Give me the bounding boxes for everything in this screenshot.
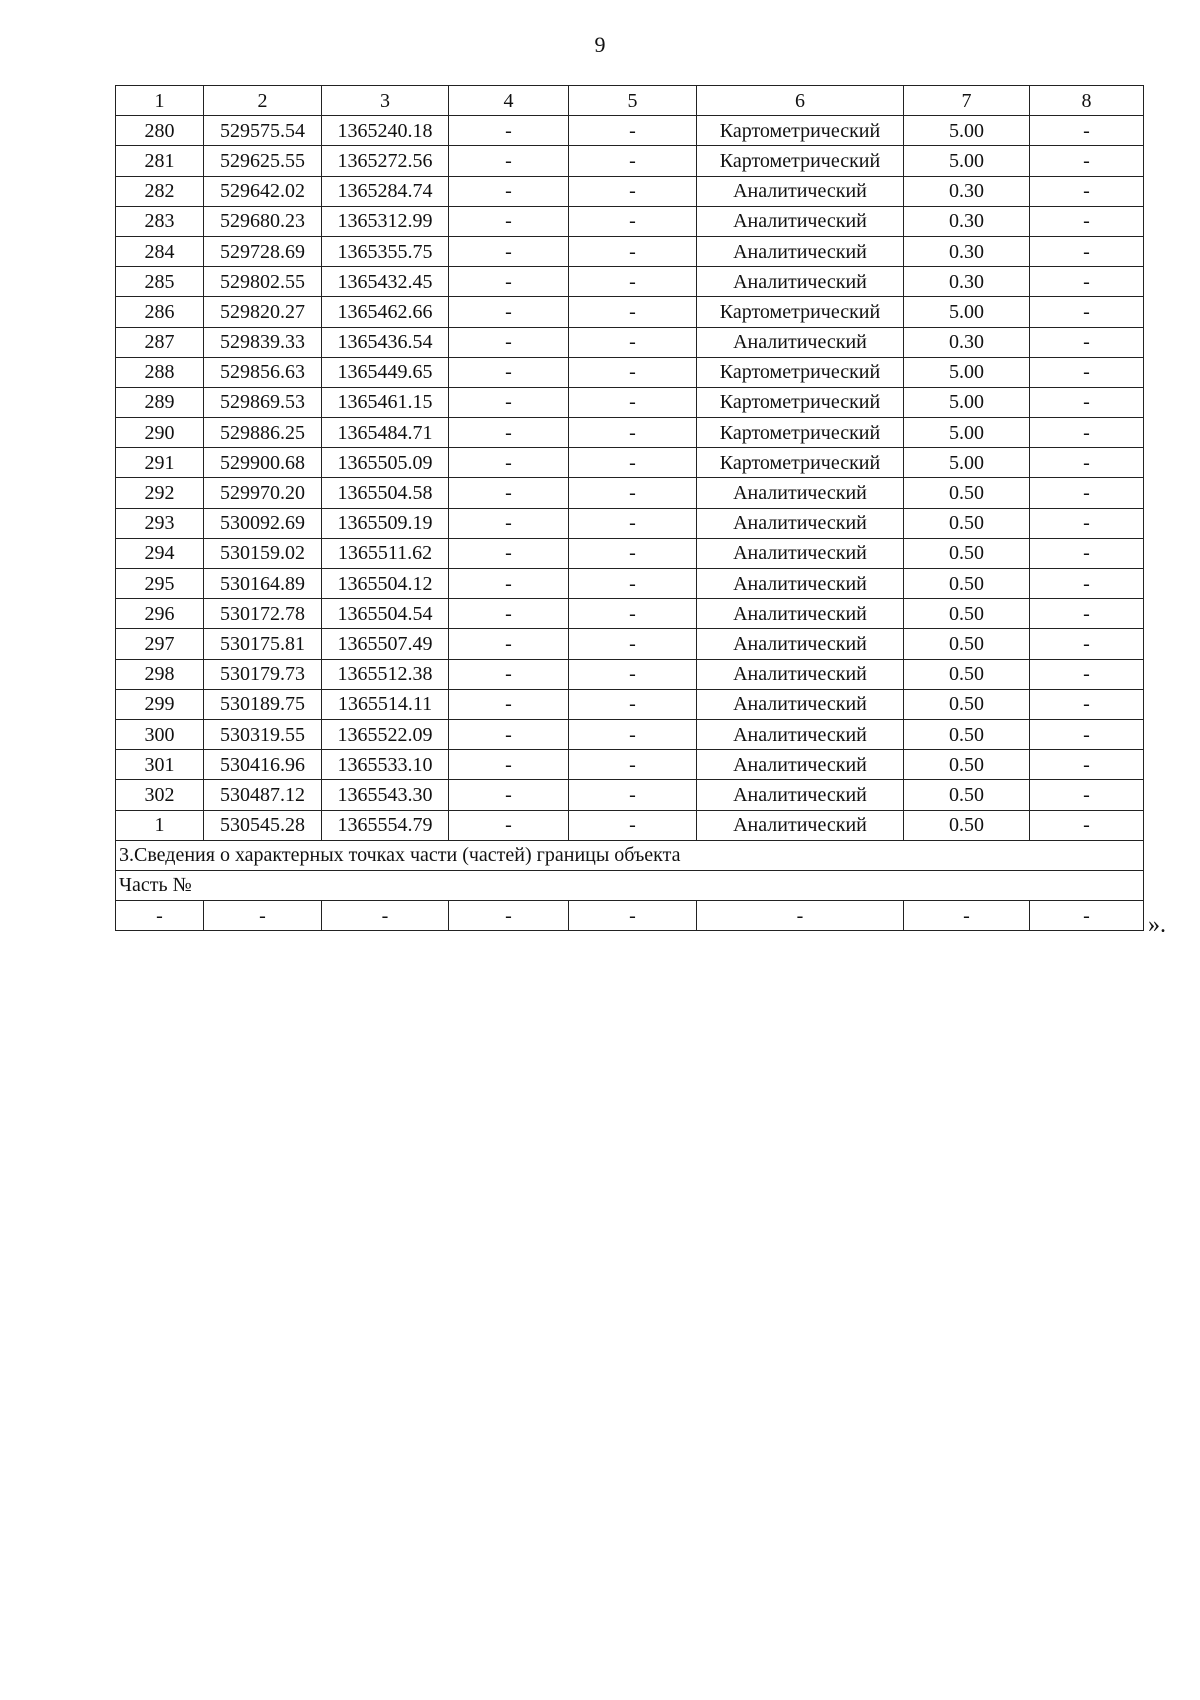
table-cell: 529680.23 [204,206,322,236]
table-row [116,418,1144,448]
table-cell: - [569,478,697,508]
table-cell: 284 [116,236,204,266]
table-cell: - [449,478,569,508]
table-cell: 295 [116,569,204,599]
table-cell: 529625.55 [204,146,322,176]
table-cell: 286 [116,297,204,327]
table-cell: 530175.81 [204,629,322,659]
table-cell: 0.30 [904,176,1030,206]
table-cell: - [322,901,449,931]
column-header: 8 [1030,86,1144,116]
table-row [116,719,1144,749]
table-cell: 0.50 [904,750,1030,780]
table-cell: 529970.20 [204,478,322,508]
table-cell: - [116,901,204,931]
table-cell: 530092.69 [204,508,322,538]
table-cell: 529869.53 [204,387,322,417]
table-cell: - [1030,810,1144,840]
table-cell: Аналитический [697,659,904,689]
table-cell: 282 [116,176,204,206]
table-cell: 1 [116,810,204,840]
section-title: 3.Сведения о характерных точках части (частей) границы объекта [116,840,1144,870]
table-cell: - [569,629,697,659]
table-cell: Аналитический [697,599,904,629]
table-cell: 530159.02 [204,538,322,568]
table-cell: - [569,297,697,327]
table-cell: 0.50 [904,478,1030,508]
table-row [116,297,1144,327]
table-cell: Аналитический [697,236,904,266]
column-header: 2 [204,86,322,116]
table-cell: - [449,236,569,266]
table-cell: - [204,901,322,931]
column-header: 5 [569,86,697,116]
table-cell: 280 [116,116,204,146]
table-cell: - [1030,116,1144,146]
column-header: 3 [322,86,449,116]
table-cell: 5.00 [904,116,1030,146]
table-row [116,478,1144,508]
table-cell: - [569,418,697,448]
table-cell: - [449,689,569,719]
table-header-row [116,86,1144,116]
table-cell: Картометрический [697,357,904,387]
table-row [116,146,1144,176]
table-cell: 1365484.71 [322,418,449,448]
table-cell: 294 [116,538,204,568]
table-cell: - [449,297,569,327]
table-cell: 529856.63 [204,357,322,387]
table-footer [116,840,1144,931]
table-cell: 530189.75 [204,689,322,719]
table-cell: - [1030,629,1144,659]
table-cell: - [1030,569,1144,599]
table-cell: - [569,599,697,629]
table-cell: 1365240.18 [322,116,449,146]
table-cell: 529839.33 [204,327,322,357]
table-cell: 529642.02 [204,176,322,206]
table-cell: 301 [116,750,204,780]
table-cell: 285 [116,267,204,297]
table-cell: 293 [116,508,204,538]
table-row [116,206,1144,236]
table-row [116,750,1144,780]
table-cell: - [569,780,697,810]
table-cell: 1365355.75 [322,236,449,266]
column-header: 7 [904,86,1030,116]
table-row [116,236,1144,266]
table-row [116,357,1144,387]
table-cell: - [1030,719,1144,749]
table-cell: - [569,357,697,387]
table-row [116,780,1144,810]
table-cell: 5.00 [904,448,1030,478]
table-cell: 529802.55 [204,267,322,297]
table-cell: 287 [116,327,204,357]
table-cell: 281 [116,146,204,176]
table-cell: 0.50 [904,659,1030,689]
table-cell: 530319.55 [204,719,322,749]
table-cell: 0.50 [904,508,1030,538]
table-cell: Аналитический [697,719,904,749]
table-cell: 0.50 [904,569,1030,599]
table-cell: 530416.96 [204,750,322,780]
table-row [116,599,1144,629]
table-row [116,810,1144,840]
table-cell: - [569,116,697,146]
table-cell: Картометрический [697,146,904,176]
table-cell: - [1030,659,1144,689]
table-cell: 529575.54 [204,116,322,146]
table-cell: 1365504.12 [322,569,449,599]
table-cell: - [569,508,697,538]
table-cell: - [449,267,569,297]
table-cell: 529900.68 [204,448,322,478]
table-cell: 291 [116,448,204,478]
table-cell: Аналитический [697,538,904,568]
column-header: 1 [116,86,204,116]
table-cell: - [449,599,569,629]
table-cell: - [1030,387,1144,417]
table-cell: - [569,448,697,478]
table-cell: Картометрический [697,418,904,448]
table-cell: - [569,569,697,599]
table-row [116,267,1144,297]
table-cell: Аналитический [697,206,904,236]
table-cell: Аналитический [697,508,904,538]
table-row [116,116,1144,146]
table-cell: - [904,901,1030,931]
table-cell: 300 [116,719,204,749]
table-cell: 1365449.65 [322,357,449,387]
table-cell: 0.50 [904,810,1030,840]
table-cell: Аналитический [697,750,904,780]
table-cell: - [449,387,569,417]
table-cell: 530172.78 [204,599,322,629]
section-title-row [116,840,1144,870]
table-cell: 0.50 [904,599,1030,629]
table-row [116,327,1144,357]
empty-data-row [116,901,1144,931]
table-cell: - [569,719,697,749]
table-cell: 302 [116,780,204,810]
table-cell: 1365312.99 [322,206,449,236]
table-cell: - [449,146,569,176]
table-cell: 530487.12 [204,780,322,810]
table-cell: - [449,629,569,659]
table-cell: 5.00 [904,418,1030,448]
table-cell: - [569,236,697,266]
table-cell: - [449,810,569,840]
table-cell: 1365462.66 [322,297,449,327]
table-cell: 299 [116,689,204,719]
table-cell: - [449,206,569,236]
table-cell: 0.50 [904,629,1030,659]
table-cell: 1365509.19 [322,508,449,538]
table-cell: 1365533.10 [322,750,449,780]
table-cell: 289 [116,387,204,417]
table-cell: 1365436.54 [322,327,449,357]
table-cell: 1365432.45 [322,267,449,297]
table-cell: Аналитический [697,569,904,599]
table-cell: 1365507.49 [322,629,449,659]
table-cell: - [569,267,697,297]
table-row [116,569,1144,599]
table-cell: - [449,508,569,538]
table-cell: - [449,448,569,478]
table-cell: - [1030,599,1144,629]
table-cell: - [1030,297,1144,327]
table-row [116,538,1144,568]
table-cell: Картометрический [697,387,904,417]
table-cell: 0.50 [904,538,1030,568]
table-cell: - [449,418,569,448]
table-row [116,387,1144,417]
table-cell: - [569,146,697,176]
table-cell: Аналитический [697,267,904,297]
table-cell: - [569,176,697,206]
closing-quote-mark: ». [1148,912,1166,938]
table-cell: - [449,357,569,387]
table-cell: - [1030,780,1144,810]
table-cell: - [1030,508,1144,538]
table-cell: 530164.89 [204,569,322,599]
table-cell: - [569,659,697,689]
table-cell: 529728.69 [204,236,322,266]
table-cell: 288 [116,357,204,387]
table-cell: 0.30 [904,267,1030,297]
page-number: 9 [594,32,606,57]
table-cell: - [449,659,569,689]
table-cell: Аналитический [697,327,904,357]
table-cell: 5.00 [904,297,1030,327]
table-cell: 1365272.56 [322,146,449,176]
table-cell: - [1030,689,1144,719]
table-cell: - [1030,357,1144,387]
table-cell: - [449,116,569,146]
table-cell: - [1030,750,1144,780]
table-row [116,689,1144,719]
table-row [116,629,1144,659]
table-cell: 292 [116,478,204,508]
table-cell: 529886.25 [204,418,322,448]
table-row [116,659,1144,689]
table-cell: 1365514.11 [322,689,449,719]
column-header: 6 [697,86,904,116]
table-cell: - [1030,478,1144,508]
table-cell: - [449,750,569,780]
table-cell: 1365512.38 [322,659,449,689]
table-cell: - [569,538,697,568]
table-cell: - [1030,448,1144,478]
table-cell: - [1030,236,1144,266]
table-cell: - [1030,206,1144,236]
table-cell: - [1030,418,1144,448]
table-cell: Картометрический [697,297,904,327]
table-cell: - [569,750,697,780]
table-cell: Аналитический [697,689,904,719]
table-cell: - [569,901,697,931]
table-cell: - [449,901,569,931]
table-cell: 296 [116,599,204,629]
table-cell: 1365554.79 [322,810,449,840]
table-cell: 298 [116,659,204,689]
table-cell: Аналитический [697,810,904,840]
table-cell: 5.00 [904,146,1030,176]
table-cell: - [1030,176,1144,206]
table-cell: Картометрический [697,448,904,478]
table-cell: Аналитический [697,176,904,206]
table-cell: Аналитический [697,780,904,810]
table-cell: Аналитический [697,629,904,659]
table-cell: Картометрический [697,116,904,146]
table-body [116,86,1144,841]
table-cell: - [1030,146,1144,176]
table-cell: - [569,810,697,840]
table-cell: 1365511.62 [322,538,449,568]
table-cell: 1365543.30 [322,780,449,810]
table-cell: - [697,901,904,931]
table-cell: 5.00 [904,357,1030,387]
table-cell: 0.50 [904,689,1030,719]
column-header: 4 [449,86,569,116]
table-cell: 530179.73 [204,659,322,689]
table-cell: - [1030,267,1144,297]
table-cell: - [1030,538,1144,568]
table-cell: 297 [116,629,204,659]
table-cell: 5.00 [904,387,1030,417]
table-cell: 0.30 [904,236,1030,266]
table-cell: 1365284.74 [322,176,449,206]
table-cell: - [569,327,697,357]
table-cell: 0.50 [904,780,1030,810]
table-row [116,448,1144,478]
table-cell: 1365522.09 [322,719,449,749]
table-cell: Аналитический [697,478,904,508]
table-cell: 1365461.15 [322,387,449,417]
table-container [115,85,1144,931]
table-cell: - [449,327,569,357]
part-label: Часть № [116,870,1144,900]
table-cell: 283 [116,206,204,236]
table-cell: - [569,206,697,236]
table-cell: 290 [116,418,204,448]
table-row [116,176,1144,206]
table-cell: 0.30 [904,206,1030,236]
table-cell: - [449,719,569,749]
table-cell: 530545.28 [204,810,322,840]
table-cell: - [1030,901,1144,931]
table-row [116,508,1144,538]
table-cell: - [449,176,569,206]
table-cell: 529820.27 [204,297,322,327]
table-cell: - [449,569,569,599]
table-cell: - [449,538,569,568]
table-cell: 0.30 [904,327,1030,357]
table-cell: - [1030,327,1144,357]
table-cell: - [569,689,697,719]
table-cell: 1365504.58 [322,478,449,508]
table-cell: 1365505.09 [322,448,449,478]
part-label-row [116,870,1144,900]
table-cell: 1365504.54 [322,599,449,629]
table-cell: - [569,387,697,417]
table-cell: 0.50 [904,719,1030,749]
coordinates-table [115,85,1144,931]
table-cell: - [449,780,569,810]
